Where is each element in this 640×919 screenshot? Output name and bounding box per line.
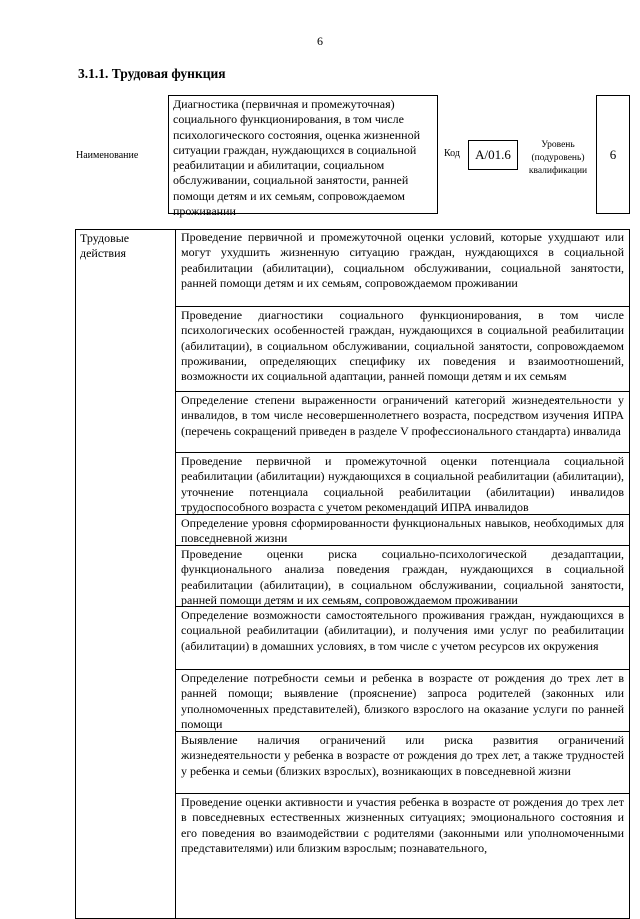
- code-value-box: А/01.6: [468, 140, 518, 170]
- labor-action-row: Определение уровня сформированности функциональных навыков, необходимых для повседневной жизни: [176, 515, 630, 546]
- section-title: 3.1.1. Трудовая функция: [78, 66, 226, 81]
- labor-actions-label: Трудовые действия: [80, 231, 130, 261]
- labor-action-row: Определение степени выраженности ограничений категорий жизнедеятельности у инвалидов, в том числе несовершеннолетнего возраста, посредством изучения ИПРА (перечень сокращений приведен в разделе V профессионального стандарта) инвалида: [176, 392, 630, 453]
- labor-action-row: Проведение оценки активности и участия ребенка в возрасте от рождения до трех лет в повседневных естественных жизненных ситуациях; эмоционального состояния и его поведения во взаимодействии с родителями (законными или уполномоченными представителями) или близким взрослым; познавательного,: [181, 795, 624, 855]
- labor-action-row: Определение возможности самостоятельного проживания граждан, нуждающихся в социальной реабилитации (абилитации), и получения ими услуг по реабилитации (абилитации) в домашних условиях, в том числе с учетом ресурсов их окружения: [176, 607, 630, 670]
- labor-actions-list: [176, 229, 630, 864]
- labor-action-row: Выявление наличия ограничений или риска развития ограничений жизнедеятельности у ребенка в возрасте от рождения до трех лет, а также трудностей у ребенка и семьи (близких взрослых), возникающих в повседневной жизни: [176, 732, 630, 794]
- level-value-box: 6: [596, 95, 630, 214]
- function-name-box: Диагностика (первичная и промежуточная) социального функционирования, в том числе психологического состояния, оценка жизненной ситуации граждан, нуждающихся в социальной реабилитации и абилитации, социальном обслуживании, социальной занятости, ранней помощи детям и их семьям, сопровождаемом проживании: [168, 95, 438, 214]
- labor-action-row: Проведение диагностики социального функционирования, в том числе психологических особенностей граждан, нуждающихся в социальной реабилитации (абилитации), в социальном обслуживании, социальной занятости, сопровождаемом проживании, определяющих специфику их поведения и взаимоотношений, возможности их социальной адаптации, ранней помощи детям и их семьям: [176, 307, 630, 392]
- labor-action-row: Проведение первичной и промежуточной оценки условий, которые ухудшают или могут ухудшить жизненную ситуацию граждан, нуждающихся в социальной реабилитации (абилитации), социальном обслуживании, социальной занятости, ранней помощи детям и их семьям, сопровождаемом проживании: [176, 229, 630, 307]
- page-number: 6: [317, 34, 323, 48]
- level-label: Уровень (подуровень) квалификации: [528, 140, 588, 176]
- labor-action-row: Проведение оценки риска социально-психологической дезадаптации, функционального анализа поведения граждан, нуждающихся в социальной реабилитации (абилитации), в социальном обслуживании, социальной занятости, ранней помощи детям и их семьям, сопровождаемом проживании: [176, 546, 630, 607]
- labor-action-row: Определение потребности семьи и ребенка в возрасте от рождения до трех лет в ранней помощи; выявление (прояснение) запроса родителей (законных или уполномоченных представителей), близкого взрослого на оказание услуги по ранней помощи: [176, 670, 630, 732]
- name-label: Наименование: [76, 150, 139, 161]
- labor-action-row: Проведение первичной и промежуточной оценки потенциала социальной реабилитации (абилитации) нуждающихся в социальной реабилитации (абилитации), уточнение потенциала социальной реабилитации (абилитации) инвалидов трудоспособного возраста с учетом рекомендаций ИПРА инвалидов: [176, 453, 630, 515]
- code-label: Код: [444, 148, 460, 159]
